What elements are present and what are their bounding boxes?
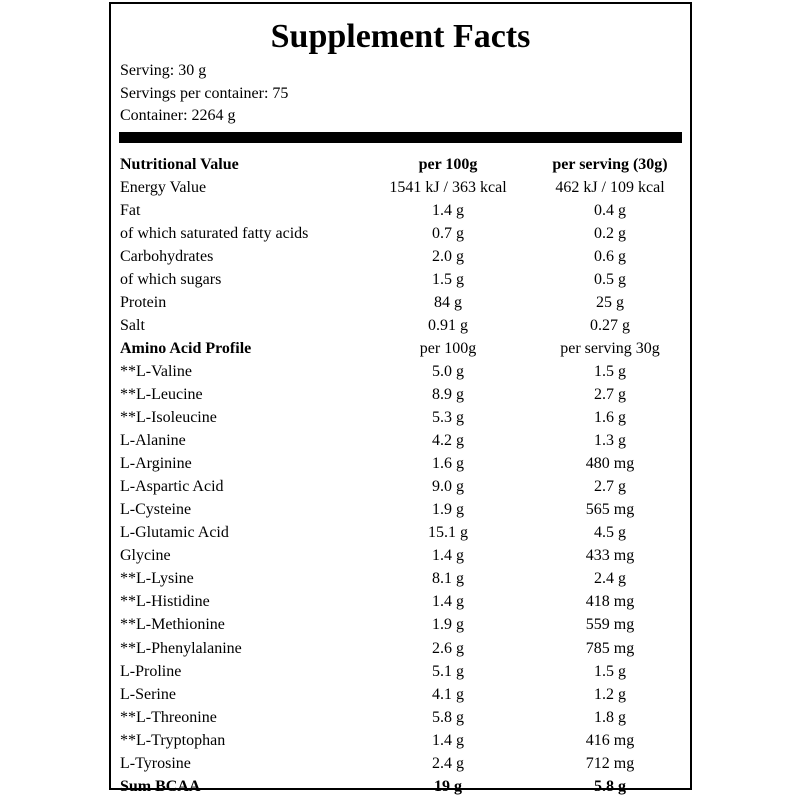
row-per-serving: 0.4 g [594,201,626,219]
amino-acid-row [120,613,682,636]
row-name: **L-Leucine [120,385,203,403]
servings-per-container: Servings per container: 75 [120,84,289,102]
amino-acid-row [120,452,682,475]
row-per-serving: 1.3 g [594,432,626,450]
row-name: **L-Phenylalanine [120,639,242,657]
row-per-100g: 1.4 g [432,547,464,565]
amino-header-row [120,337,682,360]
amino-acid-row [120,429,682,452]
row-per-100g: 8.1 g [432,570,464,588]
amino-acid-row [120,636,682,659]
row-name: Fat [120,201,141,219]
row-per-serving: 2.4 g [594,570,626,588]
row-name: **L-Threonine [120,708,217,726]
row-per-serving: 433 mg [585,547,635,565]
row-per-100g: 1.4 g [432,201,464,219]
sum-bcaa-per-100g: 19 g [434,777,462,795]
header-per-100g: per 100g [418,155,478,173]
header-per-serving: per serving (30g) [552,155,668,173]
amino-acid-row [120,521,682,544]
nutrient-row [120,245,682,268]
row-name: Energy Value [120,178,207,196]
row-per-100g: 5.1 g [432,662,464,680]
row-per-100g: 2.4 g [432,754,464,772]
row-per-100g: 2.0 g [432,247,464,265]
serving-size: Serving: 30 g [120,62,207,79]
row-per-100g: 1.4 g [432,731,464,749]
thick-divider [119,132,682,143]
row-per-serving: 0.2 g [594,224,626,242]
amino-acid-row [120,360,682,383]
nutrient-row [120,268,682,291]
row-per-serving: 0.6 g [594,247,626,265]
row-per-serving: 785 mg [585,639,635,657]
amino-acid-row [120,475,682,498]
row-per-100g: 9.0 g [432,478,464,496]
row-name: L-Proline [120,662,182,680]
nutrient-row [120,176,682,199]
row-per-serving: 1.5 g [594,362,626,380]
row-per-100g: 1541 kJ / 363 kcal [389,178,507,196]
sum-bcaa-per-serving: 5.8 g [594,777,626,795]
amino-acid-row [120,567,682,590]
row-per-100g: 8.9 g [432,385,464,403]
row-per-100g: 2.6 g [432,639,464,657]
row-per-100g: 1.9 g [432,616,464,634]
amino-acid-row [120,498,682,521]
nutrient-row [120,222,682,245]
amino-acid-row [120,383,682,406]
row-per-100g: 1.9 g [432,501,464,519]
row-per-serving: 418 mg [585,593,635,611]
row-per-100g: 5.3 g [432,409,464,427]
row-per-serving: 4.5 g [594,524,626,542]
row-name: **L-Lysine [120,570,194,588]
amino-acid-row [120,706,682,729]
row-name: L-Tyrosine [120,754,191,772]
row-per-100g: 5.8 g [432,708,464,726]
row-per-100g: 4.2 g [432,432,464,450]
row-per-100g: 1.6 g [432,455,464,473]
row-name: **L-Isoleucine [120,409,217,427]
row-per-serving: 1.5 g [594,662,626,680]
header-amino-acid-profile: Amino Acid Profile [120,339,252,357]
row-per-100g: 5.0 g [432,362,464,380]
sum-bcaa-row [120,775,682,798]
amino-acid-row [120,406,682,429]
row-name: **L-Methionine [120,616,225,634]
row-name: Carbohydrates [120,247,214,265]
row-name: L-Arginine [120,455,192,473]
row-per-100g: 1.4 g [432,593,464,611]
row-per-100g: 15.1 g [428,524,468,542]
row-name: L-Serine [120,685,176,703]
container-size: Container: 2264 g [120,107,236,124]
row-name: L-Aspartic Acid [120,478,224,496]
row-per-serving: 559 mg [585,616,635,634]
amino-acid-row [120,660,682,683]
row-name: **L-Tryptophan [120,731,226,749]
row-per-serving: 25 g [596,293,624,311]
serving-info [111,60,690,128]
label-title: Supplement Facts [270,18,531,55]
nutrition-table [120,153,682,798]
row-per-serving: 0.5 g [594,270,626,288]
header-nutritional-value: Nutritional Value [120,155,239,173]
row-per-serving: 2.7 g [594,478,626,496]
row-per-serving: 565 mg [585,501,635,519]
row-name: L-Glutamic Acid [120,524,229,542]
row-per-serving: 462 kJ / 109 kcal [555,178,665,196]
nutrition-table-body [120,153,682,798]
row-per-100g: 84 g [434,293,462,311]
row-name: Glycine [120,547,171,565]
row-per-serving: 1.8 g [594,708,626,726]
nutrient-row [120,314,682,337]
amino-header-per-100g: per 100g [419,339,477,357]
row-name: of which sugars [120,270,222,288]
row-name: L-Cysteine [120,501,192,519]
nutrient-row [120,291,682,314]
row-name: Protein [120,293,167,311]
nutrition-header-row [120,153,682,176]
nutrient-row [120,199,682,222]
row-name: of which saturated fatty acids [120,224,309,242]
amino-acid-row [120,544,682,567]
row-name: **L-Valine [120,362,192,380]
row-name: **L-Histidine [120,593,210,611]
amino-acid-row [120,729,682,752]
row-per-serving: 1.2 g [594,685,626,703]
amino-acid-row [120,752,682,775]
row-per-100g: 0.91 g [428,316,468,334]
row-per-serving: 416 mg [585,731,635,749]
row-name: Salt [120,316,145,334]
row-per-serving: 1.6 g [594,409,626,427]
supplement-facts-label [109,2,692,795]
amino-acid-row [120,683,682,706]
sum-bcaa-name: Sum BCAA [120,777,201,795]
row-per-100g: 4.1 g [432,685,464,703]
row-per-100g: 0.7 g [432,224,464,242]
row-per-serving: 480 mg [585,455,635,473]
row-name: L-Alanine [120,432,186,450]
row-per-100g: 1.5 g [432,270,464,288]
amino-acid-row [120,590,682,613]
row-per-serving: 0.27 g [590,316,630,334]
row-per-serving: 2.7 g [594,385,626,403]
amino-header-per-serving: per serving 30g [560,339,660,357]
row-per-serving: 712 mg [585,754,635,772]
